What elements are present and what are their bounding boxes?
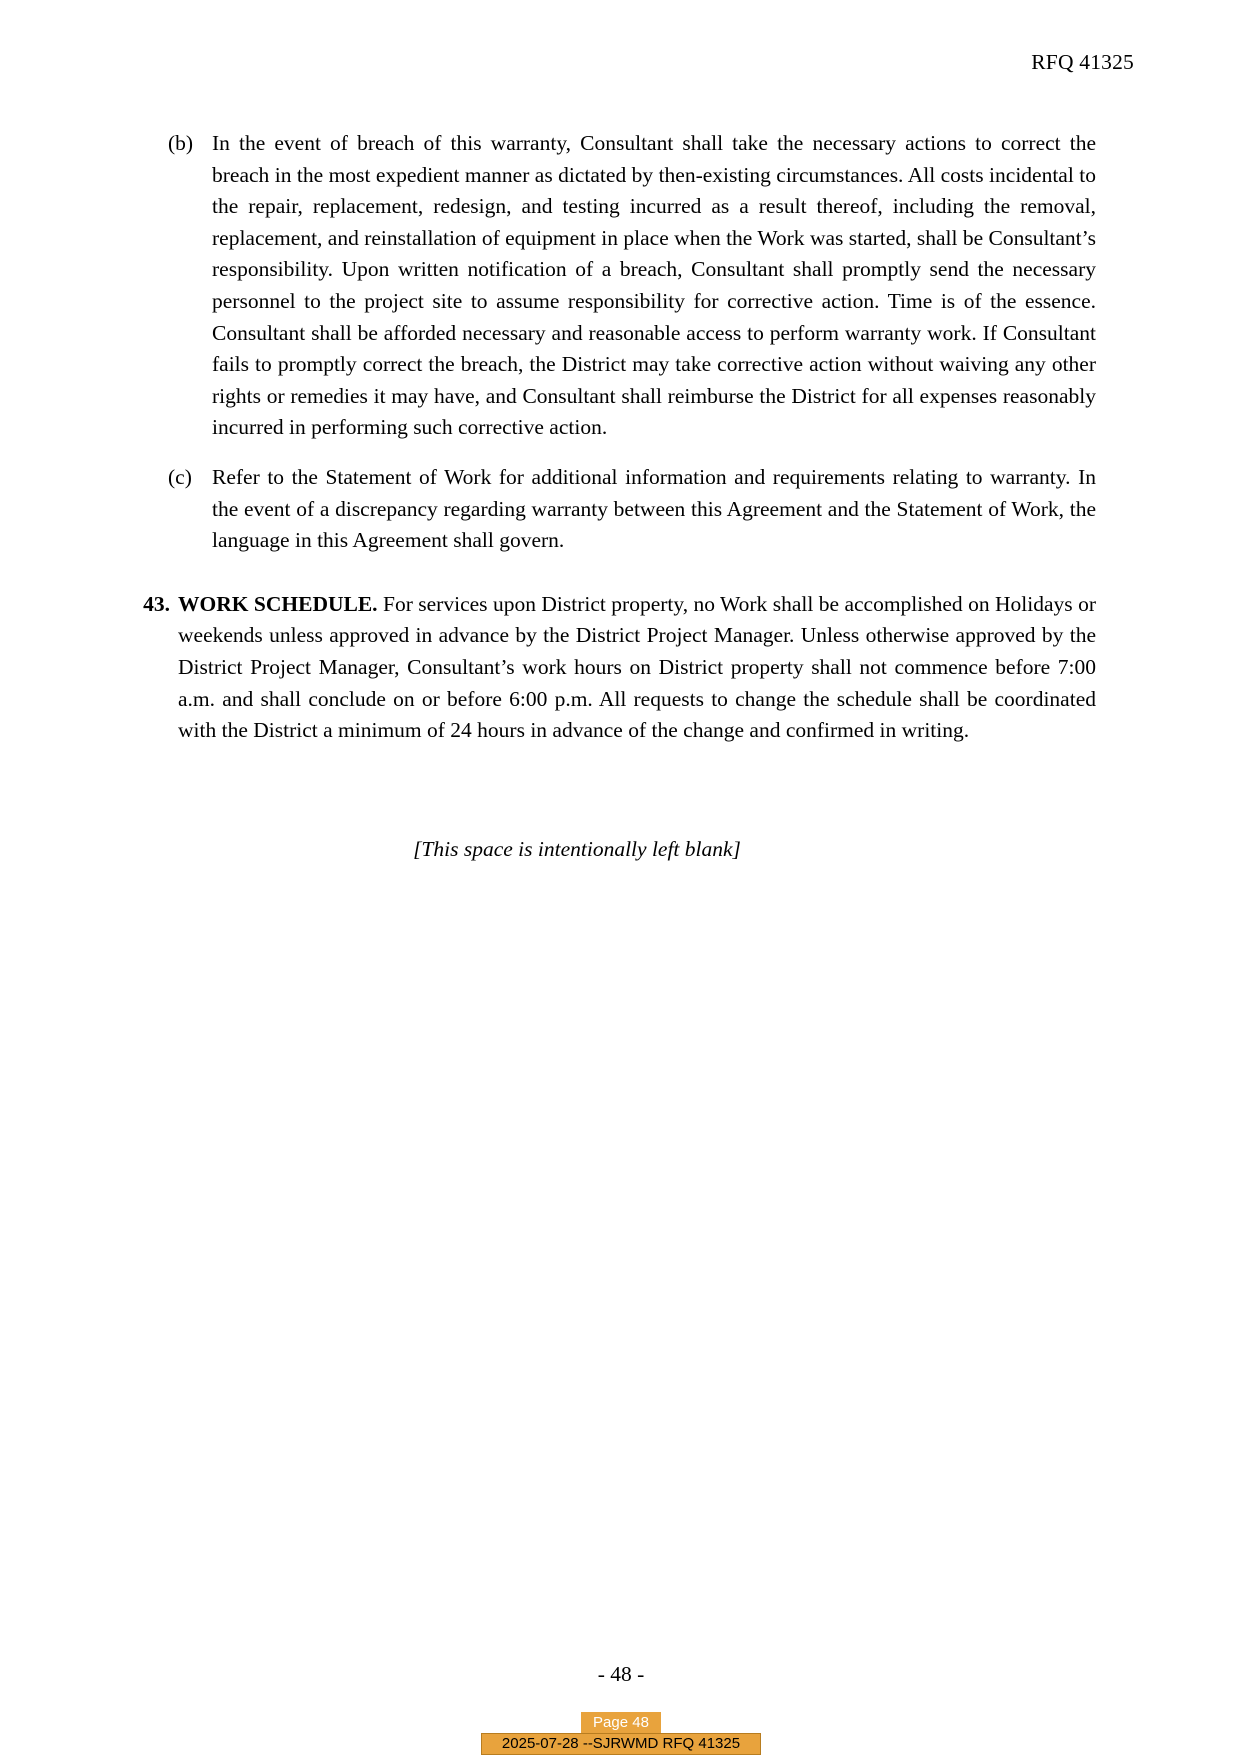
list-item-marker: (c) — [168, 464, 192, 489]
list-item-text: In the event of breach of this warranty, Consultant shall take the necessary actions to correct the breach in the most expedient manner as dictated by then-existing circumstances. All costs incidental to the repair, replacement, redesign, and testing incurred as a result thereof, including the removal, replacement, and reinstallation of equipment in place when the Work was started, shall be Consultant’s responsibility. Upon written notification of a breach, Consultant shall promptly send the necessary personnel to the project site to assume responsibility for corrective action. Time is of the essence. Consultant shall be afforded necessary and reasonable access to perform warranty work. If Consultant fails to promptly correct the breach, the District may take corrective action without waiving any other rights or remedies it may have, and Consultant shall reimburse the District for all expenses reasonably incurred in performing such corrective action. — [212, 131, 1096, 440]
list-item-marker: (b) — [168, 131, 194, 155]
list-item-text: Refer to the Statement of Work for additional information and requirements relating to warranty. In the event of a discrepancy regarding warranty between this Agreement and the Statement of Work, the language in this Agreement shall govern. — [212, 464, 1096, 553]
section-work-schedule — [132, 589, 1096, 747]
bates-stamp-page: Page 48 — [581, 1712, 661, 1733]
list-item — [168, 462, 1096, 557]
intentionally-blank-note: [This space is intentionally left blank] — [413, 836, 741, 861]
section-text: For services upon District property, no Work shall be accomplished on Holidays or weekends unless approved in advance by the District Project Manager. Unless otherwise approved by the District Project Manager, Consultant’s work hours on District property shall not commence before 7:00 a.m. and shall conclude on or before 6:00 p.m. All requests to change the schedule shall be coordinated with the District a minimum of 24 hours in advance of the change and confirmed in writing. — [178, 591, 1096, 743]
document-content — [143, 128, 1096, 862]
page-header — [1031, 50, 1134, 75]
section-number: 43. — [143, 591, 170, 616]
section-title: WORK SCHEDULE. — [178, 591, 378, 616]
section-body — [178, 589, 1096, 747]
bates-stamp — [421, 1712, 821, 1755]
list-item — [168, 128, 1096, 444]
page-number: - 48 - — [597, 1662, 645, 1686]
bates-stamp-label: 2025-07-28 --SJRWMD RFQ 41325 — [481, 1733, 761, 1755]
document-reference: RFQ 41325 — [1031, 50, 1134, 74]
